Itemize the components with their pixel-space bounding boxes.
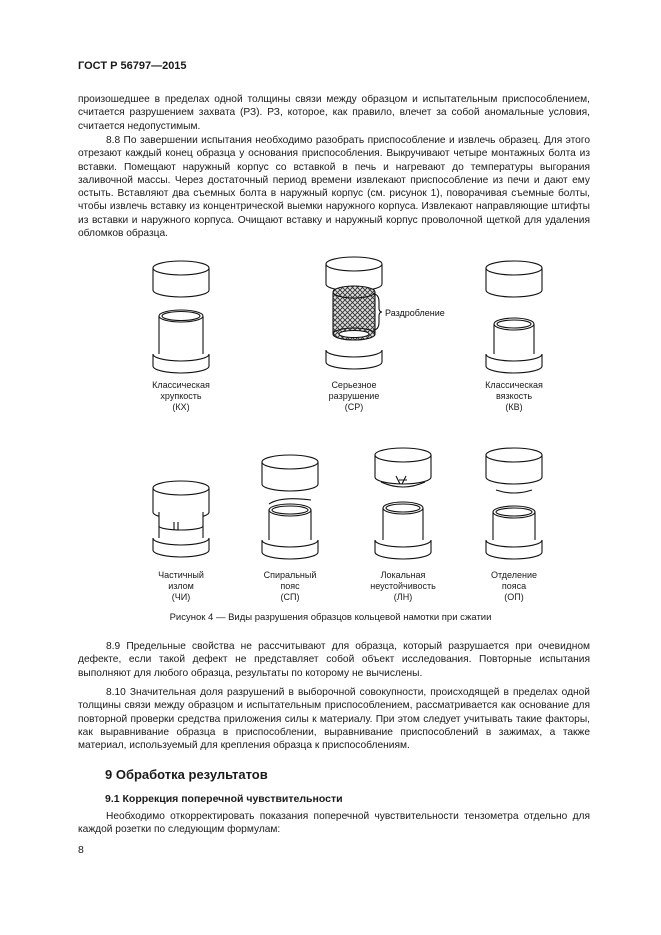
document-header: ГОСТ Р 56797—2015 (78, 60, 187, 72)
crush-label: Раздробление (385, 308, 445, 318)
subsection-heading: 9.1 Коррекция поперечной чувствительности (105, 793, 343, 805)
caption-sp: Спиральный пояс (СП) (263, 570, 317, 602)
paragraph-8-10: 8.10 Значительная доля разрушений в выборочной совокупности, происходящей в пределах одной толщины связи между образцом и испытательным приспособлением, рассматривается как основание для повторной проверки средства приложения силы к материалу. При этом следует учитывать такие факторы, как выравнивание образца в приспособлении, выравнивание приспособлений в зажимах, а также материал, используемый для крепления образца к приспособлениям. (78, 687, 590, 752)
specimen-kx-icon (153, 261, 209, 373)
paragraph-9-1: Необходимо откорректировать показания поперечной чувствительности тензометра отдельно для каждой розетки по следующим формулам: (78, 811, 590, 836)
caption-cp: Серьезное разрушение (СР) (328, 380, 380, 412)
caption-kx: Классическая хрупкость (КХ) (152, 380, 210, 412)
specimen-chi-icon (153, 481, 209, 557)
page-number: 8 (78, 844, 84, 856)
caption-ln: Локальная неустойчивость (ЛН) (370, 570, 436, 602)
caption-op: Отделение пояса (ОП) (490, 570, 538, 602)
specimen-kv-icon (486, 261, 542, 373)
figure-title: Рисунок 4 — Виды разрушения образцов кольцевой намотки при сжатии (169, 612, 492, 623)
caption-kv: Классическая вязкость (КВ) (485, 380, 543, 412)
section-heading: 9 Обработка результатов (105, 767, 268, 782)
caption-chi: Частичный излом (ЧИ) (158, 570, 204, 602)
paragraph-8-8: 8.8 По завершении испытания необходимо разобрать приспособление и извлечь образец. Для этого отрезают каждый конец образца у основания приспособления. Выкручивают четыре монтажных болта из вставки. Помещают наружный корпус со вставкой в печь и нагревают до температуры выгорания заливочной массы. Через достаточный период времени извлекают приспособление из печи и дают ему остыть. Вставляют два съемных болта в наружный корпус (см. рисунок 1), поворачивая съемные болты, чтобы извлечь вставку из концентрической выемки наружного корпуса. Извлекают направляющие штифты из вставки и наружного корпуса. Очищают вставку и наружный корпус проволочной щеткой для удаления обломков образца. (78, 135, 590, 240)
paragraph-8-9: 8.9 Предельные свойства не рассчитывают для образца, который разрушается при очевидном дефекте, если такой дефект не представляет собой объект исследования. Повторные испытания выполняют для любого образца, результаты по которому не вычислены. (78, 641, 590, 679)
specimen-cp-icon (326, 257, 382, 369)
specimen-op-icon (486, 448, 542, 559)
specimen-sp-icon (262, 455, 318, 559)
paragraph-intro: произошедшее в пределах одной толщины связи между образцом и испытательным приспособлением, считается разрушением захвата (РЗ). РЗ, которое, как правило, влечет за собой аномальные условия, считается недопустимым. (78, 94, 590, 132)
figure-4 (0, 250, 661, 630)
specimen-ln-icon (375, 448, 431, 559)
